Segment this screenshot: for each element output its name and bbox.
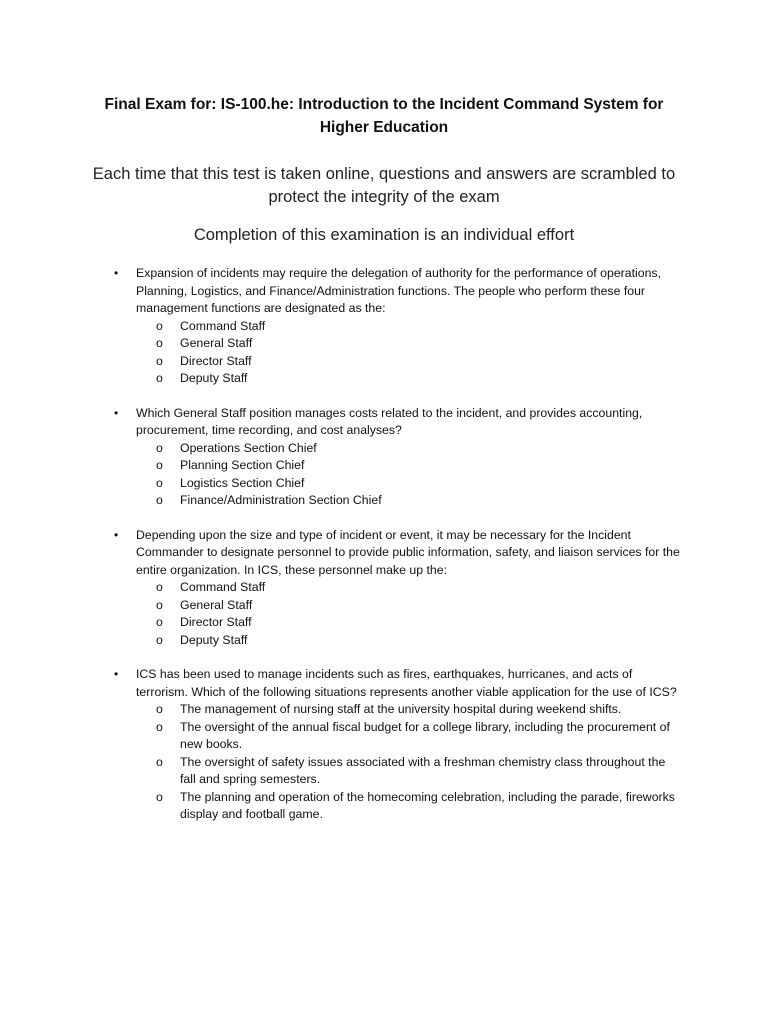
option-text: Deputy Staff (180, 371, 248, 385)
option-text: Planning Section Chief (180, 458, 305, 472)
answer-option (136, 370, 682, 388)
option-bullet-icon: o (156, 458, 163, 472)
exam-title: Final Exam for: IS-100.he: Introduction to the Incident Command System for Higher Education (104, 96, 664, 136)
option-bullet-icon: o (156, 702, 163, 716)
option-list (136, 579, 682, 649)
question-text: Expansion of incidents may require the delegation of authority for the performance of operations, Planning, Logistics, and Finance/Administration functions. The people who perform these four management functions are designated as the: (136, 266, 661, 315)
option-bullet-icon: o (156, 580, 163, 594)
question-item (112, 265, 682, 388)
question-text: Depending upon the size and type of incident or event, it may be necessary for the Incident Commander to designate personnel to provide public information, safety, and liaison services for the entire organization. In ICS, these personnel make up the: (136, 527, 680, 577)
option-text: Command Staff (180, 318, 266, 333)
answer-option (136, 632, 682, 650)
option-bullet-icon: o (156, 719, 163, 734)
bullet-icon: • (114, 405, 119, 420)
option-bullet-icon: o (156, 615, 163, 629)
answer-option (136, 789, 682, 824)
question-item (112, 666, 682, 824)
question-text: Which General Staff position manages costs related to the incident, and provides accounting, procurement, time recording, and cost analyses? (136, 405, 643, 437)
question-text: ICS has been used to manage incidents such as fires, earthquakes, hurricanes, and acts of terrorism. Which of the following situations represents another viable application for the use of ICS? (136, 667, 677, 699)
option-text: Command Staff (180, 580, 266, 594)
option-bullet-icon: o (156, 754, 163, 769)
bullet-icon: • (114, 667, 119, 681)
option-bullet-icon: o (156, 632, 163, 647)
option-text: Director Staff (180, 353, 252, 368)
option-list (136, 318, 682, 388)
answer-option (136, 492, 682, 510)
option-bullet-icon: o (156, 336, 163, 350)
question-item (112, 405, 682, 510)
option-text: Logistics Section Chief (180, 475, 305, 490)
option-text: The management of nursing staff at the university hospital during weekend shifts. (180, 702, 622, 716)
option-text: The planning and operation of the homecoming celebration, including the parade, fireworks display and football game. (180, 789, 675, 821)
answer-option (136, 353, 682, 371)
option-text: The oversight of safety issues associated with a freshman chemistry class throughout the fall and spring semesters. (180, 754, 666, 786)
option-bullet-icon: o (156, 597, 163, 612)
option-list (136, 701, 682, 824)
bullet-icon: • (114, 266, 119, 280)
answer-option (136, 475, 682, 493)
option-bullet-icon: o (156, 318, 163, 333)
answer-option (136, 440, 682, 458)
answer-option (136, 318, 682, 336)
option-text: General Staff (180, 597, 253, 612)
option-list (136, 440, 682, 510)
question-list (112, 265, 682, 841)
option-bullet-icon: o (156, 475, 163, 490)
answer-option (136, 597, 682, 615)
answer-option (136, 701, 682, 719)
answer-option (136, 335, 682, 353)
option-text: General Staff (180, 336, 253, 350)
option-text: Deputy Staff (180, 632, 248, 647)
option-text: Finance/Administration Section Chief (180, 493, 382, 507)
option-bullet-icon: o (156, 440, 163, 455)
option-text: Director Staff (180, 615, 252, 629)
option-bullet-icon: o (156, 371, 163, 385)
answer-option (136, 754, 682, 789)
answer-option (136, 719, 682, 754)
option-text: The oversight of the annual fiscal budget for a college library, including the procurement of new books. (180, 719, 670, 751)
answer-option (136, 579, 682, 597)
bullet-icon: • (114, 527, 119, 542)
answer-option (136, 614, 682, 632)
option-bullet-icon: o (156, 493, 163, 507)
option-bullet-icon: o (156, 353, 163, 368)
scramble-notice: Each time that this test is taken online, questions and answers are scrambled to protect the integrity of the exam (92, 165, 676, 206)
question-item (112, 527, 682, 650)
answer-option (136, 457, 682, 475)
option-text: Operations Section Chief (180, 440, 317, 455)
individual-effort-notice: Completion of this examination is an individual effort (193, 226, 575, 244)
option-bullet-icon: o (156, 789, 163, 804)
